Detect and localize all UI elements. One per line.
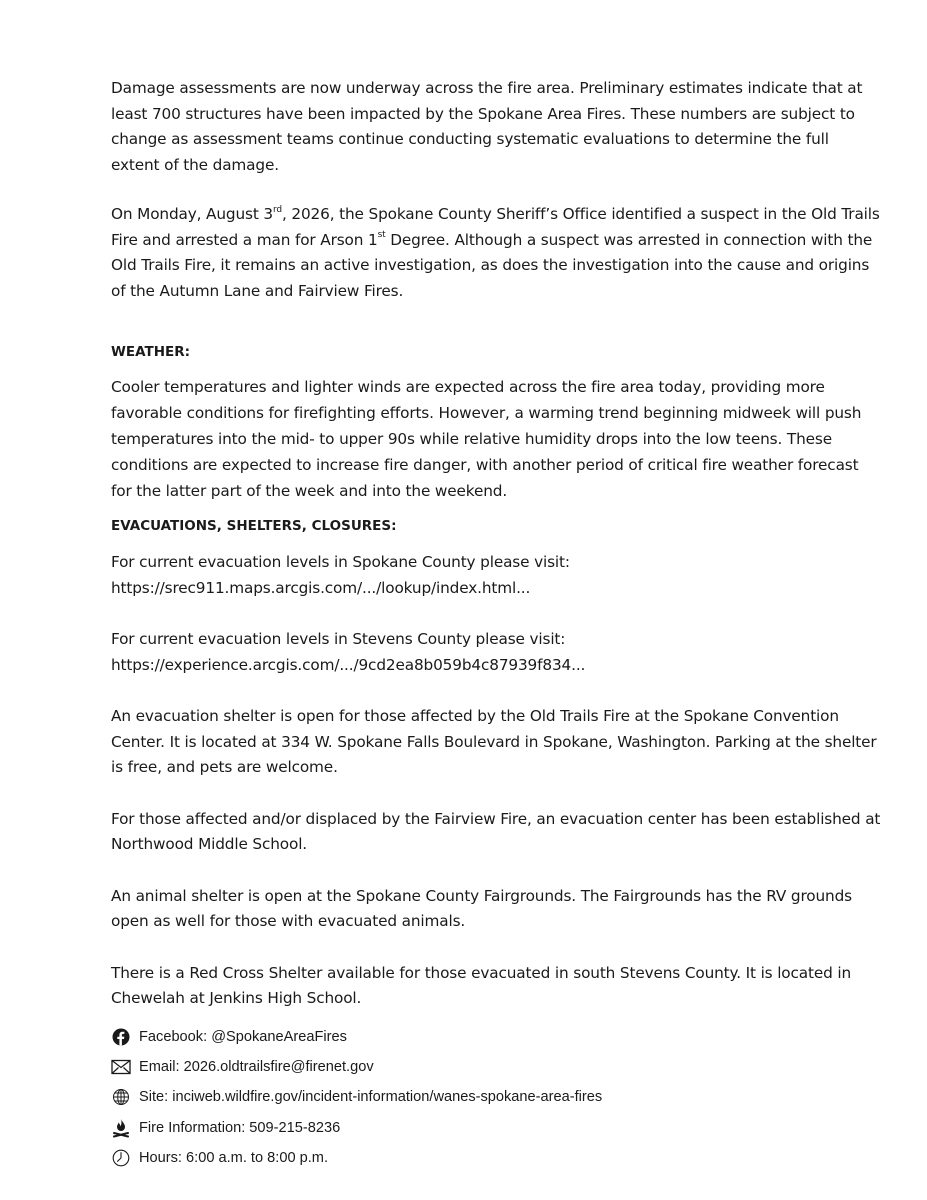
weather-heading: WEATHER: <box>111 344 191 360</box>
ordinal-superscript: st <box>377 230 386 241</box>
contact-email[interactable] <box>111 1052 881 1082</box>
stevens-evac-intro: For current evacuation levels in Stevens County please visit: <box>111 630 566 648</box>
email-text: Email: 2026.oldtrailsfire@firenet.gov <box>139 1059 374 1076</box>
contact-fire-information[interactable] <box>111 1113 881 1143</box>
facebook-text: Facebook: @SpokaneAreaFires <box>139 1028 347 1045</box>
weather-paragraph: Cooler temperatures and lighter winds are expected across the fire area today, providing more favorable conditions for firefighting efforts. However, a warming trend beginning midweek will push temperatures into the mid- to upper 90s while relative humidity drops into the low teens. These conditions are expected to increase fire danger, with another period of critical fire weather forecast for the latter part of the week and into the weekend. <box>111 378 862 500</box>
facebook-icon <box>111 1027 131 1047</box>
contact-list <box>111 1022 881 1174</box>
contact-hours <box>111 1143 881 1173</box>
suspect-paragraph <box>111 202 881 304</box>
suspect-text-end: Degree. Although a suspect was arrested in connection with the Old Trails Fire, it remains an active investigation, as does the investigation into the cause and origins of the Autumn Lane and Fairview Fires. <box>111 230 873 300</box>
suspect-text-start: On Monday, August 3 <box>111 205 273 223</box>
damage-paragraph: Damage assessments are now underway across the fire area. Preliminary estimates indicate that at least 700 structures have been impacted by the Spokane Area Fires. These numbers are subject to change as assessment teams continue conducting systematic evaluations to determine the full extent of the damage. <box>111 79 863 174</box>
envelope-icon <box>111 1057 131 1077</box>
campfire-icon <box>111 1118 131 1138</box>
animal-shelter-paragraph: An animal shelter is open at the Spokane County Fairgrounds. The Fairgrounds has the RV grounds open as well for those with evacuated animals. <box>111 886 852 930</box>
fairview-center-paragraph: For those affected and/or displaced by the Fairview Fire, an evacuation center has been established at Northwood Middle School. <box>111 809 881 853</box>
press-release-page <box>111 76 881 1173</box>
stevens-evac-link[interactable]: https://experience.arcgis.com/.../9cd2ea8b059b4c87939f834... <box>111 655 586 674</box>
globe-icon <box>111 1087 131 1107</box>
suspect-text-middle: , 2026, the Spokane County Sheriff’s Office identified a suspect in the Old Trails Fire and arrested a man for Arson 1 <box>111 205 880 249</box>
clock-icon <box>111 1148 131 1168</box>
old-trails-shelter-paragraph: An evacuation shelter is open for those affected by the Old Trails Fire at the Spokane Convention Center. It is located at 334 W. Spokane Falls Boulevard in Spokane, Washington. Parking at the shelter is free, and pets are welcome. <box>111 707 877 776</box>
contact-site[interactable] <box>111 1082 881 1112</box>
red-cross-paragraph: There is a Red Cross Shelter available for those evacuated in south Stevens County. It is located in Chewelah at Jenkins High School. <box>111 963 852 1007</box>
ordinal-superscript: rd <box>273 204 282 215</box>
spokane-evac-link[interactable]: https://srec911.maps.arcgis.com/.../lookup/index.html... <box>111 578 531 597</box>
site-text: Site: inciweb.wildfire.gov/incident-information/wanes-spokane-area-fires <box>139 1089 603 1106</box>
contact-facebook[interactable] <box>111 1022 881 1052</box>
spokane-evac-intro: For current evacuation levels in Spokane County please visit: <box>111 553 570 571</box>
hours-text: Hours: 6:00 a.m. to 8:00 p.m. <box>139 1150 328 1167</box>
fire-information-text: Fire Information: 509-215-8236 <box>139 1119 341 1136</box>
evacuations-heading: EVACUATIONS, SHELTERS, CLOSURES: <box>111 518 397 534</box>
